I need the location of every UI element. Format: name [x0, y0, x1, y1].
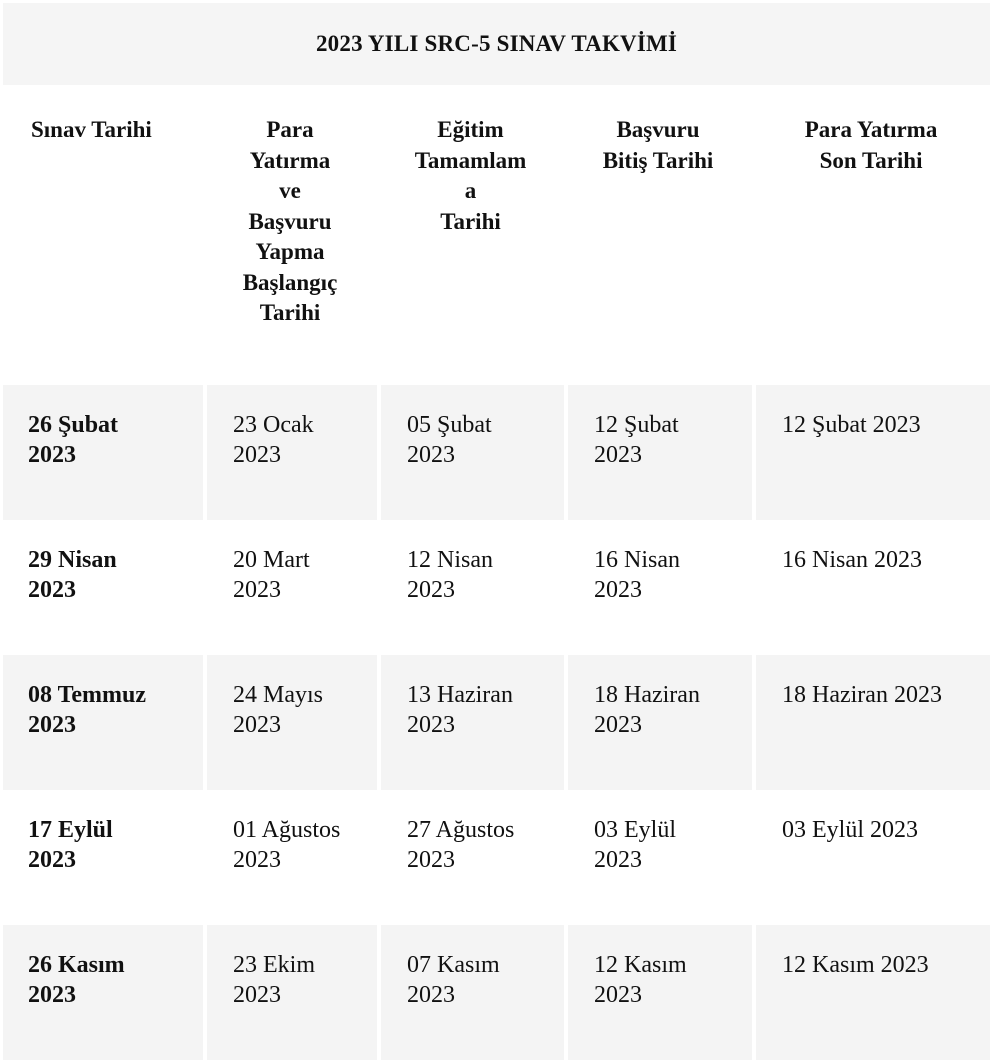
cell-line: 2023 [28, 847, 76, 873]
cell-line: 07 Kasım [407, 952, 500, 978]
header-line: Yapma [255, 239, 325, 264]
cell-line: 16 Nisan [594, 547, 680, 573]
cell-line: 12 Kasım [594, 952, 687, 978]
header-application-end-date [564, 85, 752, 385]
header-line: Eğitim [437, 117, 504, 142]
cell-line: 12 Şubat [594, 412, 679, 438]
cell-line: 16 Nisan 2023 [782, 547, 922, 573]
header-row [3, 85, 990, 385]
training-completion-cell [377, 790, 564, 925]
application-end-cell [564, 925, 752, 1060]
exam-date-cell [3, 520, 203, 655]
cell-line: 2023 [407, 442, 455, 468]
cell-line: 2023 [233, 847, 281, 873]
cell-line: 12 Nisan [407, 547, 493, 573]
cell-line: 2023 [407, 982, 455, 1008]
cell-line: 01 Ağustos [233, 817, 341, 843]
payment-start-cell [203, 790, 377, 925]
cell-line: 2023 [233, 982, 281, 1008]
application-end-cell [564, 385, 752, 520]
exam-date-cell [3, 385, 203, 520]
table-title: 2023 YILI SRC-5 SINAV TAKVİMİ [3, 3, 990, 85]
cell-line: 2023 [407, 847, 455, 873]
header-line: ve [279, 178, 301, 203]
application-end-cell [564, 520, 752, 655]
header-payment-start-date [203, 85, 377, 385]
cell-line: 26 Kasım [28, 952, 125, 978]
header-line: Başvuru [616, 117, 700, 142]
cell-line: 12 Kasım 2023 [782, 952, 929, 978]
cell-line: 2023 [407, 712, 455, 738]
payment-end-cell [752, 925, 990, 1060]
header-training-completion-date [377, 85, 564, 385]
cell-line: 2023 [28, 982, 76, 1008]
payment-start-cell [203, 925, 377, 1060]
training-completion-cell [377, 385, 564, 520]
header-exam-date [3, 85, 203, 385]
cell-line: 2023 [28, 712, 76, 738]
cell-line: 18 Haziran 2023 [782, 682, 942, 708]
payment-start-cell [203, 655, 377, 790]
exam-date-cell [3, 925, 203, 1060]
cell-line: 2023 [28, 442, 76, 468]
header-line: Tarihi [259, 300, 321, 325]
cell-line: 2023 [594, 442, 642, 468]
cell-line: 18 Haziran [594, 682, 700, 708]
cell-line: 2023 [28, 577, 76, 603]
table-row [3, 385, 990, 520]
header-line: a [464, 178, 477, 203]
table-row [3, 790, 990, 925]
header-line: Başvuru [248, 208, 332, 234]
exam-date-cell [3, 655, 203, 790]
training-completion-cell [377, 925, 564, 1060]
cell-line: 24 Mayıs [233, 682, 323, 708]
cell-line: 2023 [594, 982, 642, 1008]
payment-end-cell [752, 790, 990, 925]
cell-line: 08 Temmuz [28, 682, 147, 708]
header-line: Başlangıç [242, 269, 338, 295]
cell-line: 13 Haziran [407, 682, 513, 708]
header-line: Tarihi [440, 208, 501, 234]
cell-line: 03 Eylül 2023 [782, 817, 918, 843]
payment-end-cell [752, 385, 990, 520]
training-completion-cell [377, 520, 564, 655]
cell-line: 05 Şubat [407, 412, 492, 438]
header-line: Tamamlam [414, 147, 527, 173]
application-end-cell [564, 655, 752, 790]
exam-date-cell [3, 790, 203, 925]
training-completion-cell [377, 655, 564, 790]
cell-line: 29 Nisan [28, 547, 117, 573]
payment-end-cell [752, 655, 990, 790]
cell-line: 27 Ağustos [407, 817, 515, 843]
cell-line: 20 Mart [233, 547, 310, 573]
cell-line: 23 Ocak [233, 412, 314, 438]
header-line: Para Yatırma [804, 117, 938, 142]
cell-line: 2023 [594, 577, 642, 603]
cell-line: 2023 [594, 712, 642, 738]
payment-start-cell [203, 385, 377, 520]
cell-line: 03 Eylül [594, 817, 676, 843]
cell-line: 23 Ekim [233, 952, 315, 978]
header-line: Yatırma [249, 147, 331, 173]
cell-line: 17 Eylül [28, 817, 113, 843]
cell-line: 2023 [233, 712, 281, 738]
header-payment-end-date [752, 85, 990, 385]
payment-start-cell [203, 520, 377, 655]
cell-line: 12 Şubat 2023 [782, 412, 921, 438]
cell-line: 2023 [233, 577, 281, 603]
header-line: Bitiş Tarihi [602, 147, 714, 173]
cell-line: 2023 [594, 847, 642, 873]
title-row [3, 3, 990, 85]
table-row [3, 655, 990, 790]
header-line: Para [266, 117, 314, 142]
exam-calendar-table [3, 3, 990, 1060]
cell-line: 2023 [233, 442, 281, 468]
cell-line: 26 Şubat [28, 412, 119, 438]
payment-end-cell [752, 520, 990, 655]
header-line: Sınav Tarihi [31, 117, 152, 142]
cell-line: 2023 [407, 577, 455, 603]
application-end-cell [564, 790, 752, 925]
table-row [3, 925, 990, 1060]
header-line: Son Tarihi [819, 147, 923, 173]
table-row [3, 520, 990, 655]
